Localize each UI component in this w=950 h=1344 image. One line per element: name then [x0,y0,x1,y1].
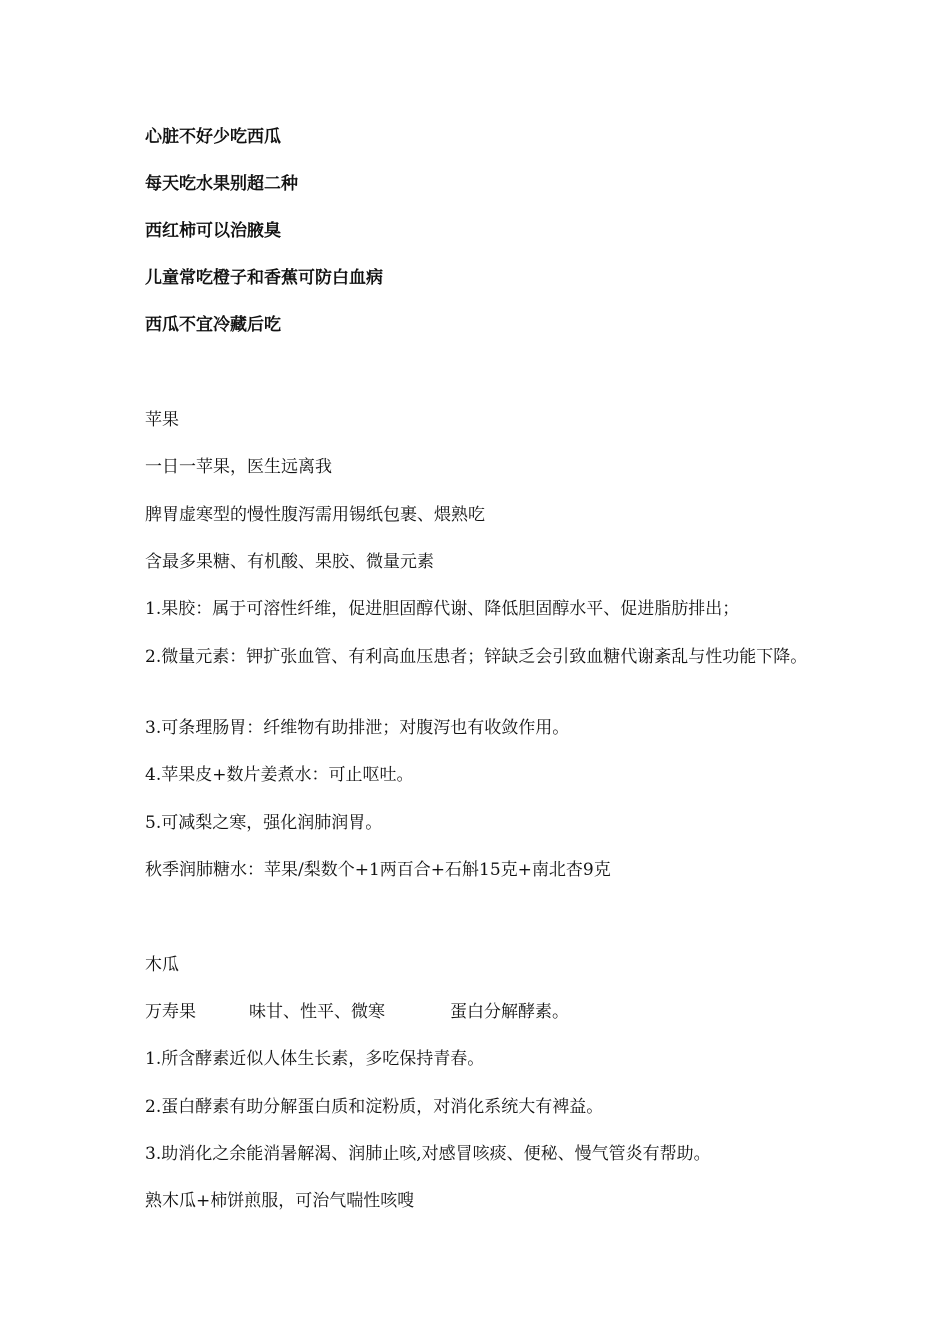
apple-recipe: 秋季润肺糖水：苹果/梨数个+1两百合+石斛15克+南北杏9克 [145,860,611,880]
apple-contents: 含最多果糖、有机酸、果胶、微量元素 [145,552,434,572]
apple-point-5: 5.可减梨之寒，强化润肺润胃。 [145,813,383,833]
headline-children-orange-banana: 儿童常吃橙子和香蕉可防白血病 [145,268,383,288]
papaya-summary [145,1000,815,1024]
apple-point-3: 3.可条理肠胃：纤维物有助排泄；对腹泻也有收敛作用。 [145,718,570,738]
papaya-alias: 万寿果 [145,1002,196,1022]
papaya-title: 木瓜 [145,955,179,975]
apple-saying: 一日一苹果，医生远离我 [145,457,332,477]
papaya-point-1: 1.所含酵素近似人体生长素，多吃保持青春。 [145,1049,485,1069]
papaya-enzyme: 蛋白分解酵素。 [450,1002,569,1022]
papaya-recipe: 熟木瓜+柿饼煎服，可治气喘性咳嗖 [145,1191,415,1211]
apple-point-1: 1.果胶：属于可溶性纤维，促进胆固醇代谢、降低胆固醇水平、促进脂肪排出； [145,599,740,619]
apple-point-2: 2.微量元素：钾扩张血管、有利高血压患者；锌缺乏会引致血糖代谢紊乱与性功能下降。 [145,647,808,667]
headline-fruit-limit: 每天吃水果别超二种 [145,174,298,194]
apple-title: 苹果 [145,410,179,430]
apple-point-4: 4.苹果皮+数片姜煮水：可止呕吐。 [145,765,414,785]
headline-tomato: 西红柿可以治腋臭 [145,221,281,241]
headline-watermelon-cold: 西瓜不宜冷藏后吃 [145,315,281,335]
papaya-point-2: 2.蛋白酵素有助分解蛋白质和淀粉质，对消化系统大有裨益。 [145,1097,604,1117]
headline-heart-watermelon: 心脏不好少吃西瓜 [145,127,281,147]
papaya-nature: 味甘、性平、微寒 [249,1002,385,1022]
papaya-point-3: 3.助消化之余能消暑解渴、润肺止咳,对感冒咳痰、便秘、慢气管炎有帮助。 [145,1144,711,1164]
apple-tip: 脾胃虚寒型的慢性腹泻需用锡纸包裹、煨熟吃 [145,505,485,525]
